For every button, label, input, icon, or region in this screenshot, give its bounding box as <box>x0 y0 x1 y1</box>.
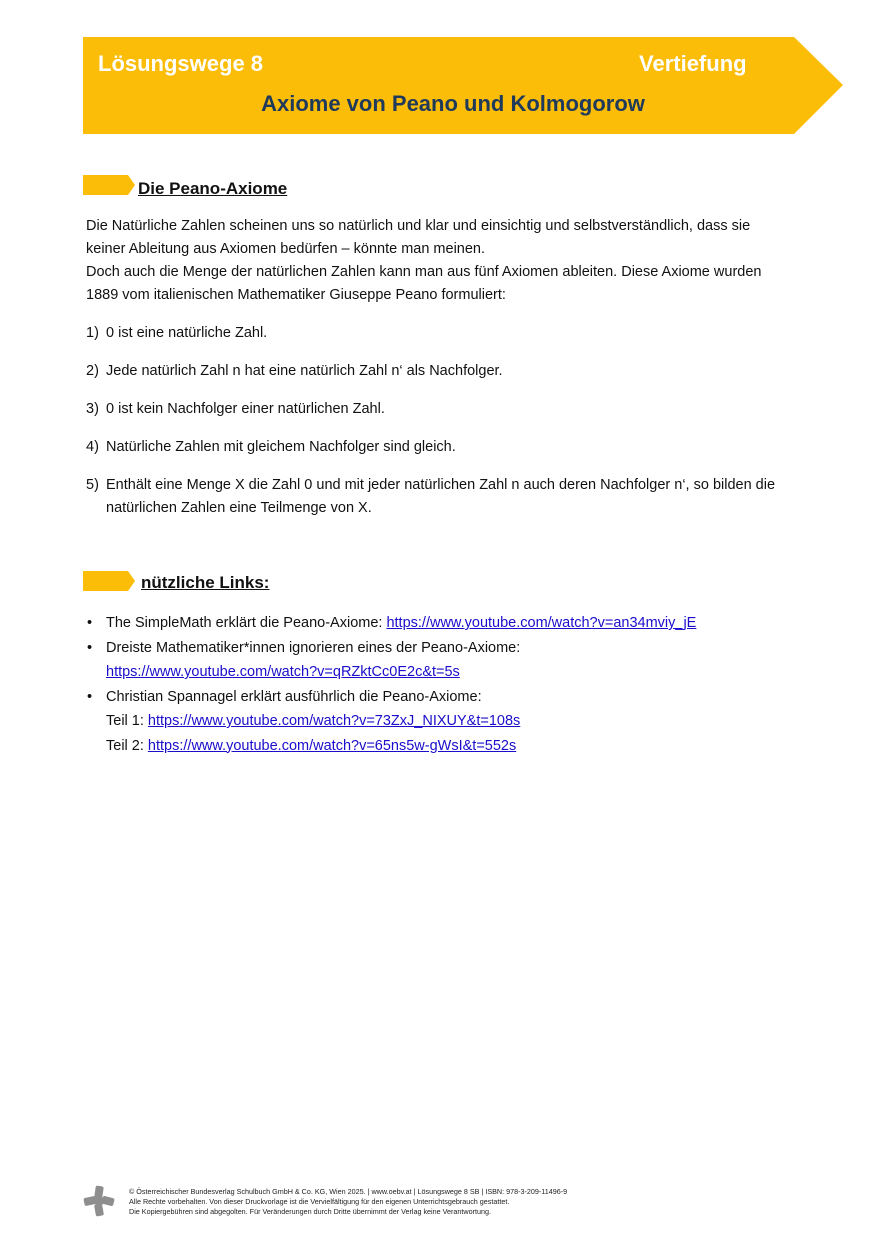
intro-line: keiner Ableitung aus Axiomen bedürfen – könnte man meinen. <box>86 241 486 257</box>
axiom-item <box>86 322 816 345</box>
bullet-icon: • <box>87 688 93 705</box>
youtube-link[interactable]: https://www.youtube.com/watch?v=73ZxJ_NIXUY&t=108s <box>147 713 521 729</box>
intro-line: 1889 vom italienischen Mathematiker Giuseppe Peano formuliert: <box>86 287 506 303</box>
axiom-text: Enthält eine Menge X die Zahl 0 und mit jeder natürlichen Zahl n auch deren Nachfolger n‘, so bilden die natürlichen Zahlen eine Teilmenge von X. <box>106 477 776 516</box>
section-title: Die Peano-Axiome <box>138 179 288 198</box>
section-heading-links <box>83 571 383 595</box>
links-list <box>86 611 816 758</box>
axiom-number: 2) <box>86 363 99 379</box>
youtube-link[interactable]: https://www.youtube.com/watch?v=qRZktCc0E2c&t=5s <box>106 664 460 680</box>
link-description: Dreiste Mathematiker*innen ignorieren eines der Peano-Axiome: <box>106 639 521 656</box>
link-description: The SimpleMath erklärt die Peano-Axiome: <box>106 615 387 631</box>
intro-line: Die Natürliche Zahlen scheinen uns so natürlich und klar und einsichtig und selbstverständlich, dass sie <box>86 218 751 234</box>
heading-marker-icon <box>83 571 135 591</box>
bullet-icon: • <box>87 615 93 631</box>
page-title: Axiome von Peano und Kolmogorow <box>261 91 645 116</box>
footer-rights: Alle Rechte vorbehalten. Von dieser Druckvorlage ist die Vervielfältigung für den eigenen Unterrichtsgebrauch gestattet. <box>129 1197 510 1207</box>
list-item <box>86 685 816 759</box>
intro-line: Doch auch die Menge der natürlichen Zahlen kann man aus fünf Axiomen ableiten. Diese Axiome wurden <box>86 264 762 280</box>
part-label: Teil 2: <box>106 737 148 754</box>
heading-marker-icon <box>83 175 135 195</box>
list-item <box>86 636 816 685</box>
axiom-number: 5) <box>86 477 99 493</box>
part-label: Teil 1: <box>106 713 148 729</box>
category-tag: Vertiefung <box>639 51 747 76</box>
axiom-number: 4) <box>86 439 99 455</box>
link-description: Christian Spannagel erklärt ausführlich die Peano-Axiome: <box>106 688 482 705</box>
axiom-text: Jede natürlich Zahl n hat eine natürlich Zahl n‘ als Nachfolger. <box>106 363 503 379</box>
axiom-text: 0 ist eine natürliche Zahl. <box>106 325 268 341</box>
section-title: nützliche Links: <box>141 573 270 592</box>
section-heading-peano <box>83 175 383 199</box>
axiom-item <box>86 398 816 421</box>
youtube-link[interactable]: https://www.youtube.com/watch?v=an34mviy_jE <box>386 615 697 631</box>
list-item <box>86 611 816 636</box>
header-banner <box>83 37 843 134</box>
axiom-item <box>86 436 816 459</box>
intro-paragraph <box>86 215 816 307</box>
youtube-link[interactable]: https://www.youtube.com/watch?v=65ns5w-gWsI&t=552s <box>147 737 517 754</box>
axiom-number: 1) <box>86 325 99 341</box>
footer-disclaimer: Die Kopiergebühren sind abgegolten. Für Veränderungen durch Dritte übernimmt der Verlag keine Verantwortung. <box>129 1207 491 1217</box>
bullet-icon: • <box>87 639 93 656</box>
footer-copyright: © Österreichischer Bundesverlag Schulbuch GmbH & Co. KG, Wien 2025. | www.oebv.at | Lösungswege 8 SB | ISBN: 978-3-209-11496-9 <box>129 1187 568 1196</box>
axiom-text: 0 ist kein Nachfolger einer natürlichen Zahl. <box>106 401 385 417</box>
axiom-item <box>86 360 816 383</box>
book-title: Lösungswege 8 <box>98 51 264 76</box>
footer-text <box>129 1187 567 1218</box>
axiom-item <box>86 474 802 520</box>
oebv-logo-icon <box>83 1185 115 1217</box>
axiom-text: Natürliche Zahlen mit gleichem Nachfolger sind gleich. <box>106 439 456 455</box>
axiom-number: 3) <box>86 401 99 417</box>
